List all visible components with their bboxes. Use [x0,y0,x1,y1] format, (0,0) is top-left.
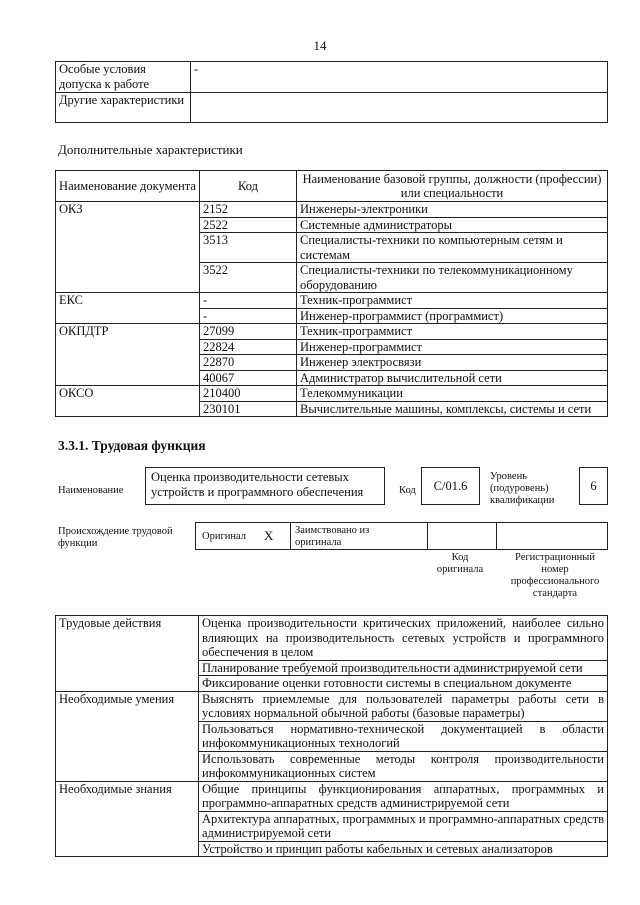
occupation-name: Специалисты-техники по телекоммуникационному оборудованию [297,263,608,293]
code-cell: 230101 [200,401,297,417]
table-row [56,616,608,661]
occupation-name: Инженер-программист [297,339,608,355]
divider [290,522,291,550]
table-row [56,324,608,340]
occupation-name: Администратор вычислительной сети [297,370,608,386]
code-cell: 2152 [200,202,297,218]
column-header: Наименование базовой группы, должности (профессии) или специальности [297,171,608,202]
reg-caption: Регистрационный номер профессионального стандарта [510,552,600,599]
code-cell: - [200,308,297,324]
document-name: ОКЗ [56,202,200,218]
additional-table [55,170,608,417]
table-row [56,217,608,233]
detail-item: Устройство и принцип работы кабельных и сетевых анализаторов [199,841,608,857]
table-row [56,233,608,263]
detail-item: Фиксирование оценки готовности системы в специальном документе [199,676,608,692]
detail-label [56,676,199,692]
code-cell: 22824 [200,339,297,355]
code-cell: 3513 [200,233,297,263]
table-row [56,841,608,857]
conditions-label: Другие характеристики [56,93,191,123]
detail-item: Выяснять приемлемые для пользователей параметры работы сети в условиях нормальной обычной работы (базовые параметры) [199,691,608,721]
detail-item: Оценка производительности критических приложений, наиболее сильно влияющих на производительность сетевых устройств и программного обеспечения в целом [199,616,608,661]
section-title: 3.3.1. Трудовая функция [58,438,206,453]
document-name [56,370,200,386]
origin-box [195,522,608,550]
original-mark: X [264,528,274,543]
code-cell: 22870 [200,355,297,371]
detail-label [56,660,199,676]
table-row [56,308,608,324]
additional-table-body [56,202,608,417]
level-value: 6 [579,467,608,505]
document-name: ЕКС [56,293,200,309]
table-row [56,62,608,93]
document-name: ОКПДТР [56,324,200,340]
function-name: Оценка производительности сетевых устройств и программного обеспечения [145,467,385,505]
table-row [56,293,608,309]
code-cell: 40067 [200,370,297,386]
detail-item: Пользоваться нормативно-технической документацией в области инфокоммуникационных технологий [199,721,608,751]
occupation-name: Вычислительные машины, комплексы, системы и сети [297,401,608,417]
detail-label: Трудовые действия [56,616,199,661]
detail-item: Планирование требуемой производительности администрируемой сети [199,660,608,676]
occupation-name: Техник-программист [297,293,608,309]
code-cell: 2522 [200,217,297,233]
occupation-name: Инженеры-электроники [297,202,608,218]
detail-label [56,841,199,857]
level-label: Уровень (подуровень) квалификации [490,471,555,506]
code-label: Код [399,485,416,496]
document-name [56,401,200,417]
detail-label [56,751,199,781]
code-cell: - [200,293,297,309]
table-row [56,676,608,692]
occupation-name: Инженер-программист (программист) [297,308,608,324]
table-row [56,751,608,781]
detail-item: Архитектура аппаратных, программных и программно-аппаратных средств администрируемой сети [199,811,608,841]
details-table [55,615,608,857]
occupation-name: Телекоммуникации [297,386,608,402]
table-row [56,721,608,751]
code-caption: Код оригинала [436,552,484,575]
function-code: C/01.6 [421,467,480,505]
divider [427,522,428,550]
table-row [56,93,608,123]
conditions-value: - [191,62,608,93]
table-row [56,339,608,355]
document-name [56,355,200,371]
table-row [56,202,608,218]
name-label: Наименование [58,485,124,496]
table-row [56,386,608,402]
table-row [56,355,608,371]
table-row [56,660,608,676]
document-name [56,339,200,355]
detail-label [56,811,199,841]
code-cell: 3522 [200,263,297,293]
detail-item: Общие принципы функционирования аппаратных, программных и программно-аппаратных средств администрируемой сети [199,781,608,811]
occupation-name: Специалисты-техники по компьютерным сетям и системам [297,233,608,263]
occupation-name: Инженер электросвязи [297,355,608,371]
table-row [56,811,608,841]
code-cell: 210400 [200,386,297,402]
additional-title: Дополнительные характеристики [58,142,243,157]
conditions-label: Особые условия допуска к работе [56,62,191,93]
table-row [56,691,608,721]
document-name [56,263,200,293]
detail-label: Необходимые знания [56,781,199,811]
document-name [56,308,200,324]
original-label: Оригинал [202,531,246,542]
page-number: 14 [313,38,327,53]
table-row [56,263,608,293]
table-header-row [56,171,608,202]
document-name [56,233,200,263]
table-row [56,370,608,386]
details-table-body [56,616,608,857]
document-name [56,217,200,233]
detail-label: Необходимые умения [56,691,199,721]
occupation-name: Системные администраторы [297,217,608,233]
borrowed-label: Заимствовано из оригинала [295,525,370,548]
occupation-name: Техник-программист [297,324,608,340]
conditions-table [55,61,608,123]
origin-label: Происхождение трудовой функции [58,526,173,549]
table-row [56,401,608,417]
document-name: ОКСО [56,386,200,402]
conditions-value [191,93,608,123]
code-cell: 27099 [200,324,297,340]
column-header: Код [200,171,297,202]
column-header: Наименование документа [56,171,200,202]
detail-item: Использовать современные методы контроля производительности инфокоммуникационных систем [199,751,608,781]
divider [496,522,497,550]
detail-label [56,721,199,751]
table-row [56,781,608,811]
